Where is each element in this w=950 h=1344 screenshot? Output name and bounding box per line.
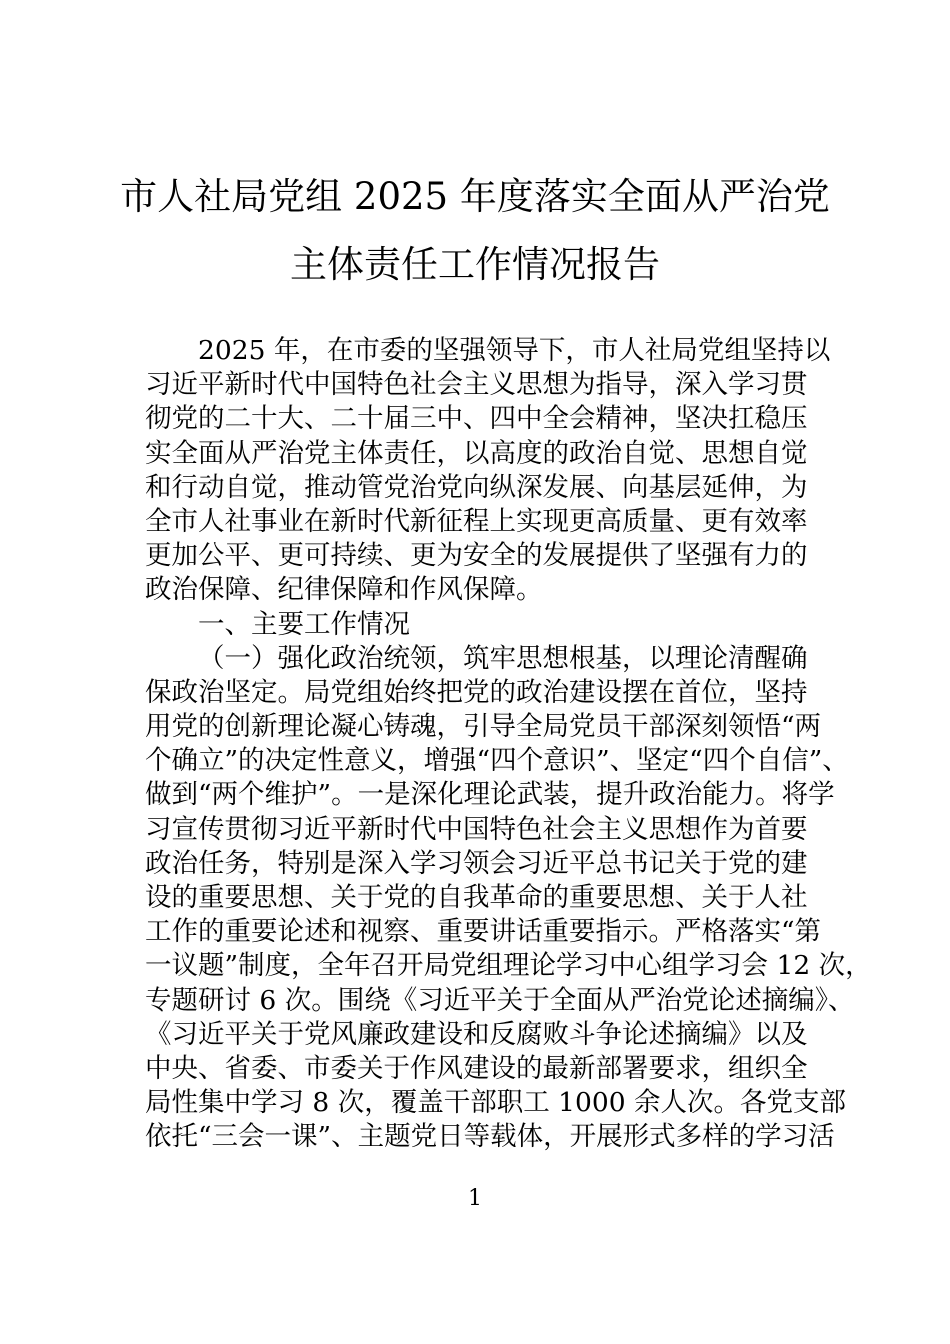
paragraph-line: 政治保障、纪律保障和作风保障。	[145, 574, 543, 606]
paragraph-line: 用党的创新理论凝心铸魂，引导全局党员干部深刻领悟“两	[145, 711, 822, 743]
paragraph-line: 和行动自觉，推动管党治党向纵深发展、向基层延伸，为	[145, 471, 808, 503]
paragraph-line: 更加公平、更可持续、更为安全的发展提供了坚强有力的	[145, 540, 808, 572]
paragraph-line: 依托“三会一课”、主题党日等载体，开展形式多样的学习活	[145, 1121, 835, 1153]
page-number: 1	[468, 1186, 482, 1211]
paragraph-line: 习宣传贯彻习近平新时代中国特色社会主义思想作为首要	[145, 813, 808, 845]
paragraph-line: 专题研讨 6 次。围绕《习近平关于全面从严治党论述摘编》、	[145, 984, 855, 1016]
paragraph-line: 政治任务，特别是深入学习领会习近平总书记关于党的建	[145, 847, 808, 879]
document-title-line-2: 主体责任工作情况报告	[290, 243, 660, 286]
paragraph-line: 习近平新时代中国特色社会主义思想为指导，深入学习贯	[145, 369, 808, 401]
paragraph-line: 工作的重要论述和视察、重要讲话重要指示。严格落实“第	[145, 916, 822, 948]
section-heading: 一、主要工作情况	[198, 608, 410, 640]
paragraph-line: 一议题”制度，全年召开局党组理论学习中心组学习会 12 次，	[145, 950, 872, 982]
paragraph-line: 做到“两个维护”。一是深化理论武装，提升政治能力。将学	[145, 779, 835, 811]
document-title-line-1: 市人社局党组 2025 年度落实全面从严治党	[120, 175, 830, 218]
document-body	[145, 334, 872, 1155]
paragraph-line: 保政治坚定。局党组始终把党的政治建设摆在首位，坚持	[145, 676, 808, 708]
paragraph-line: （一）强化政治统领，筑牢思想根基，以理论清醒确	[198, 642, 808, 674]
paragraph-line: 中央、省委、市委关于作风建设的最新部署要求，组织全	[145, 1052, 808, 1084]
paragraph-line: 实全面从严治党主体责任，以高度的政治自觉、思想自觉	[145, 437, 808, 469]
paragraph-line: 设的重要思想、关于党的自我革命的重要思想、关于人社	[145, 882, 808, 913]
paragraph-line: 《习近平关于党风廉政建设和反腐败斗争论述摘编》以及	[145, 1018, 808, 1050]
paragraph-line: 全市人社事业在新时代新征程上实现更高质量、更有效率	[145, 505, 808, 537]
paragraph-line: 2025 年，在市委的坚强领导下，市人社局党组坚持以	[198, 335, 831, 366]
paragraph-line: 局性集中学习 8 次，覆盖干部职工 1000 余人次。各党支部	[145, 1087, 846, 1119]
paragraph-line: 彻党的二十大、二十届三中、四中全会精神，坚决扛稳压	[145, 403, 808, 435]
paragraph-line: 个确立”的决定性意义，增强“四个意识”、坚定“四个自信”、	[145, 745, 849, 777]
